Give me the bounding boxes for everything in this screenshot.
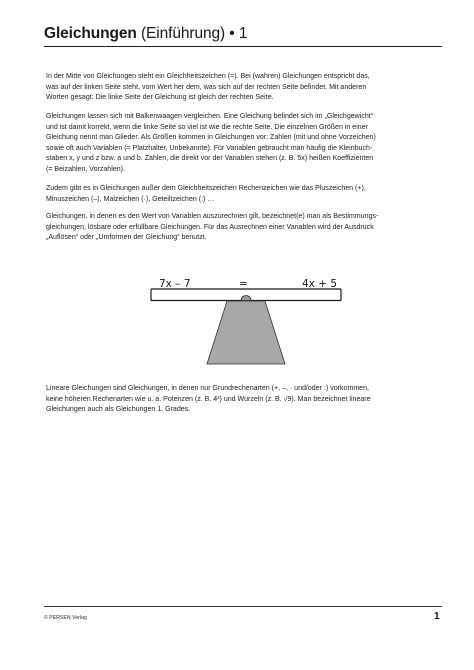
text-line: Gleichungen, in denen es den Wert von Variablen auszurechnen gilt, bezeichnet(e) man als Bestimmungs- [46,213,379,220]
text-line: (= Beizahlen, Vorzahlen). [46,165,125,173]
scale-base [207,301,285,364]
title-main: Gleichungen [44,25,137,42]
text-line: keine höheren Rechenarten wie u. a. Potenzen (z. B. 4²) und Wurzeln (z. B. √9). Man bezeichnet lineare [46,395,371,403]
equation-equals-sign: = [239,278,248,290]
paragraph-determination [46,212,444,244]
text-line: Minuszeichen (–), Malzeichen (·), Geteiltzeichen (:) … [46,195,215,203]
balance-scale-figure [145,272,347,367]
text-line: Gleichungen auch als Gleichungen 1. Grades. [46,406,191,414]
paragraph-balance [46,112,444,176]
text-line: staben x, y und z bzw. a und b. Zahlen, die direkt vor der Variablen stehen (z. B. 5x) heißen Koeffizienten [46,155,374,163]
text-line: und ist damit korrekt, wenn die linke Seite so viel ist wie die rechte Seite. Die einzelnen Größen in einer [46,123,368,131]
text-line: „Auflösen“ oder „Umformen der Gleichung“ benutzt. [46,234,207,242]
text-line: Zudem gibt es in Gleichungen außer dem Gleichheitszeichen Rechenzeichen wie das Pluszeichen (+), [46,185,366,192]
scale-pivot [241,296,251,301]
text-line: was auf der linken Seite steht, vom Wert her dem, was sich auf der rechten Seite befindet. Mit anderen [46,83,367,91]
title-subtitle: (Einführung) • 1 [136,25,248,42]
text-line: In der Mitte von Gleichungen steht ein Gleichheitszeichen (=). Bei (wahren) Gleichungen entspricht das, [46,73,370,80]
equation-right-term: 4x + 5 [302,278,338,290]
paragraph-linear-equations [46,384,444,416]
paragraph-intro [46,72,444,104]
footer-rule [44,606,442,607]
text-line: gleichungen, lösbare oder erfüllbare Gleichungen. Für das Ausrechnen einer Variablen wird der Ausdruck [46,223,374,231]
text-line: Gleichung nennt man Glieder. Als Größen kommen in Gleichungen vor: Zahlen (mit und ohne Vorzeichen) [46,134,376,142]
text-line: Gleichungen lassen sich mit Balkenwaagen vergleichen. Eine Gleichung befindet sich im „Gleichgewicht“ [46,113,374,120]
header-rule [44,46,442,47]
page-number: 1 [434,611,440,622]
text-line: Lineare Gleichungen sind Gleichungen, in denen nur Grundrechenarten (+, –, · und/oder :) vorkommen, [46,385,369,392]
paragraph-operators [46,184,444,205]
page-title [44,25,442,43]
text-line: sowie oft auch Variablen (= Platzhalter, Unbekannte). Für Variablen gebraucht man häufig die Kleinbuch- [46,144,373,152]
page-header [44,25,442,43]
text-line: Worten gesagt: Die linke Seite der Gleichung ist gleich der rechten Seite. [46,94,274,102]
publisher-credit: © PERSEN Verlag [44,615,87,621]
equation-left-term: 7x – 7 [159,278,191,290]
